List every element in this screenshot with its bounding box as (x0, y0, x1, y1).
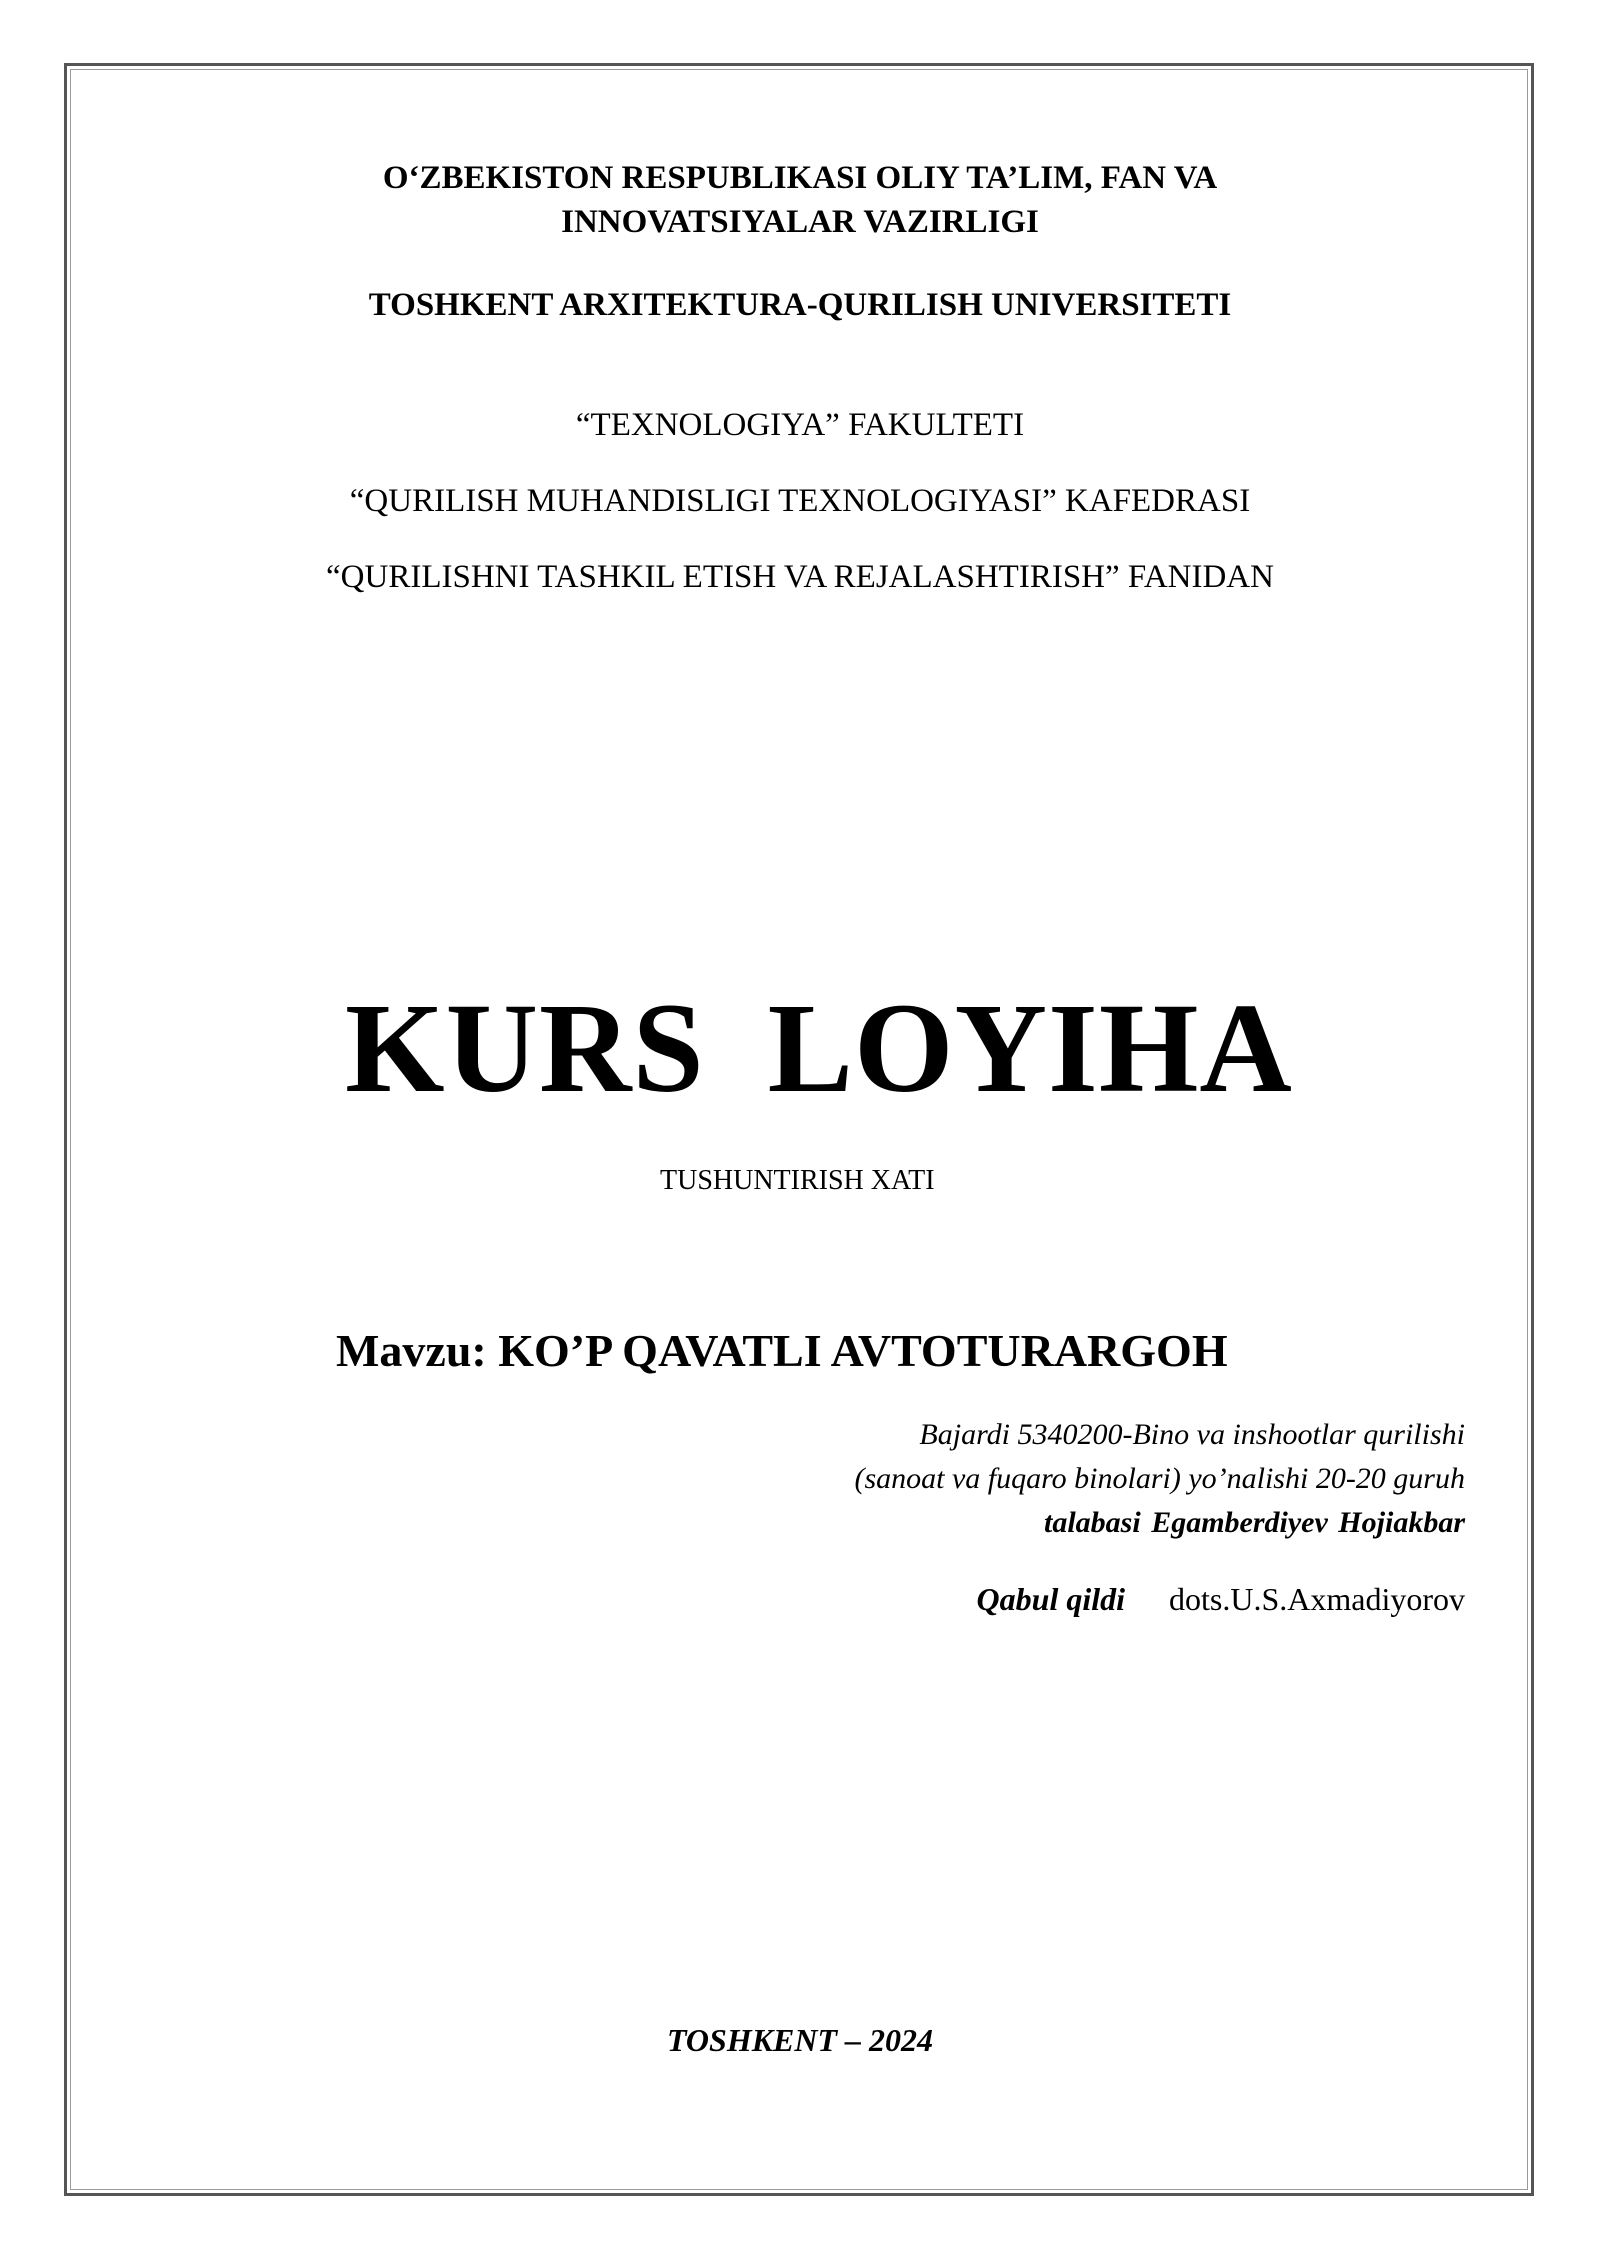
university-name: TOSHKENT ARXITEKTURA-QURILISH UNIVERSITETI (368, 287, 1232, 323)
performer-line-1: Bajardi 5340200-Bino va inshootlar qurilishi (919, 1418, 1465, 1451)
topic-title: Mavzu: KO’P QAVATLI AVTOTURARGOH (336, 1325, 1228, 1376)
ministry-line-1: O‘ZBEKISTON RESPUBLIKASI OLIY TA’LIM, FAN VA (382, 160, 1218, 196)
page-border (64, 63, 1534, 2196)
supervisor-name: dots.U.S.Axmadiyorov (1169, 1581, 1465, 1617)
page-title: KURS LOYIHA (345, 977, 1293, 1119)
ministry-heading (0, 156, 1600, 244)
accepted-label: Qabul qildi (976, 1581, 1125, 1617)
subject-name: “QURILISHNI TASHKIL ETISH VA REJALASHTIRISH” FANIDAN (326, 559, 1274, 595)
faculty-name: “TEXNOLOGIYA” FAKULTETI (575, 407, 1025, 443)
city-year: TOSHKENT – 2024 (666, 2022, 934, 2058)
department-name: “QURILISH MUHANDISLIGI TEXNOLOGIYASI” KAFEDRASI (349, 483, 1251, 519)
student-name: talabasi Egamberdiyev Hojiakbar (1044, 1506, 1465, 1539)
performer-line-2: (sanoat va fuqaro binolari) yo’nalishi 20-20 guruh (854, 1462, 1465, 1495)
accepted-by (977, 1581, 1465, 1618)
ministry-line-2: INNOVATSIYALAR VAZIRLIGI (561, 204, 1039, 240)
document-type: TUSHUNTIRISH XATI (660, 1165, 935, 1196)
